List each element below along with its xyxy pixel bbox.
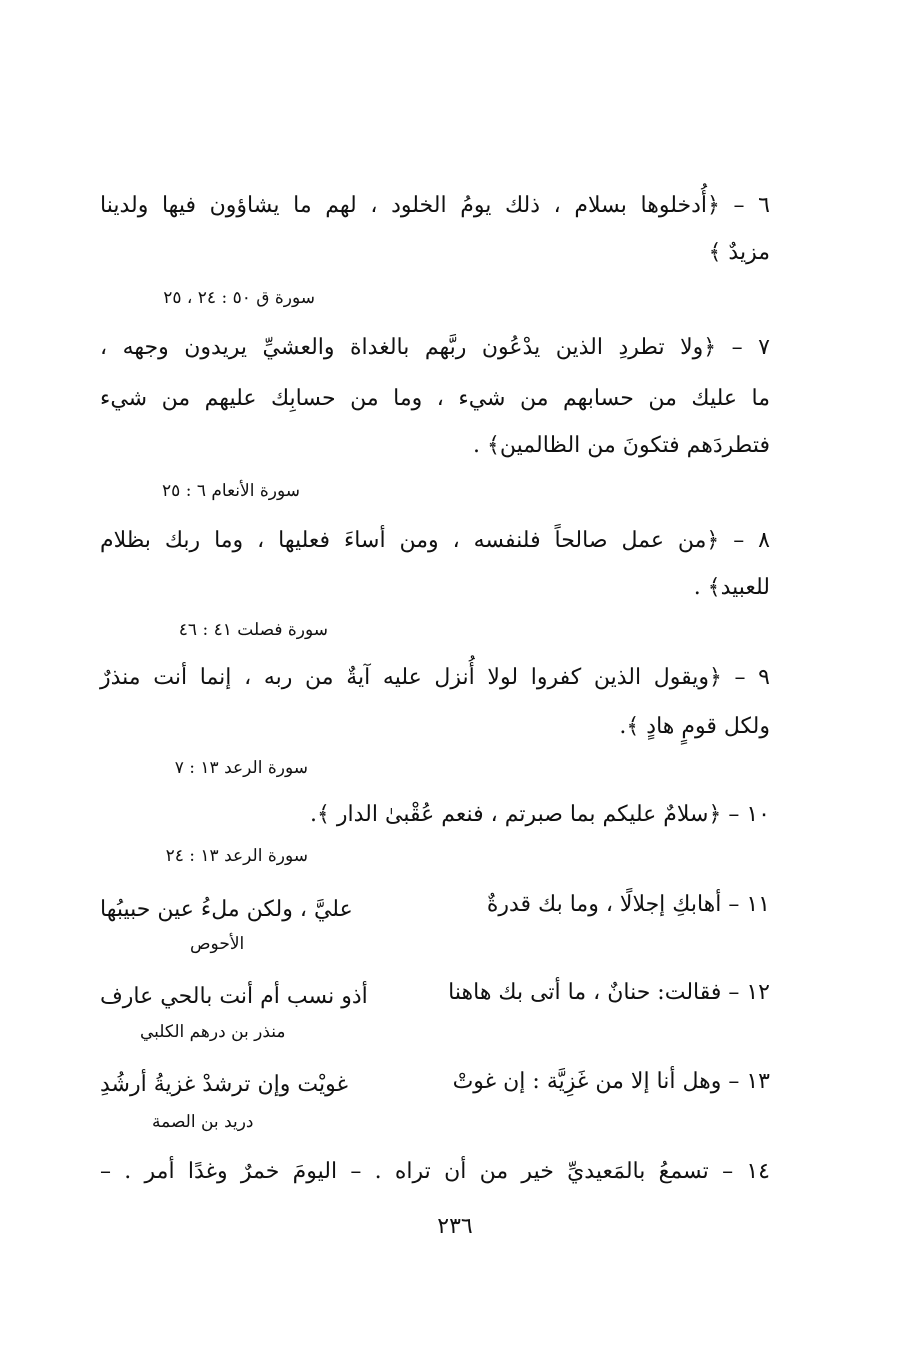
entry-7-line-3: فتطردَهم فتكونَ من الظالمين﴾ . xyxy=(473,433,770,458)
entry-11-first-hemistich: ١١ – أهابكِ إجلالًا ، وما بك قدرةٌ xyxy=(486,892,770,917)
entry-12-poet: منذر بن درهم الكلبي xyxy=(140,1022,286,1042)
entry-13-poet: دريد بن الصمة xyxy=(152,1112,254,1132)
entry-7-line-2: ما عليك من حسابهم من شيء ، وما من حسابِك عليهم من شيء xyxy=(100,386,770,411)
entry-9-line-1: ٩ – ﴿ويقول الذين كفروا لولا أُنزل عليه آيةٌ من ربه ، إنما أنت منذرٌ xyxy=(100,665,770,690)
entry-7-line-1: ٧ – ﴿ولا تطردِ الذين يدْعُون ربَّهم بالغداة والعشيِّ يريدون وجهه ، xyxy=(100,335,770,360)
entry-8-line-1: ٨ – ﴿من عمل صالحاً فلنفسه ، ومن أساءَ فعليها ، وما ربك بظلام xyxy=(100,528,770,553)
entry-10-reference: سورة الرعد ١٣ : ٢٤ xyxy=(165,846,308,866)
entry-6-line-2: مزيدٌ ﴾ xyxy=(708,240,770,265)
entry-6-reference: سورة ق ٥٠ : ٢٤ ، ٢٥ xyxy=(163,288,315,308)
entry-10-line-1: ١٠ – ﴿سلامٌ عليكم بما صبرتم ، فنعم عُقْبىٰ الدار ﴾. xyxy=(310,802,770,827)
entry-7-reference: سورة الأنعام ٦ : ٢٥ xyxy=(162,481,300,501)
entry-9-reference: سورة الرعد ١٣ : ٧ xyxy=(174,758,308,778)
entry-8-line-2: للعبيد﴾ . xyxy=(693,575,770,600)
entry-14-line-1: ١٤ – تسمعُ بالمَعيديِّ خير من أن تراه . – اليومَ خمرٌ وغدًا أمر . – xyxy=(100,1159,770,1184)
page-number: ٢٣٦ xyxy=(437,1214,473,1239)
entry-11-poet: الأحوص xyxy=(190,934,245,954)
entry-11-second-hemistich: عليَّ ، ولكن ملءُ عين حبيبُها xyxy=(100,897,353,922)
entry-12-second-hemistich: أذو نسب أم أنت بالحي عارف xyxy=(100,984,368,1009)
entry-13-first-hemistich: ١٣ – وهل أنا إلا من غَزِيَّة : إن غوتْ xyxy=(452,1069,770,1094)
entry-6-line-1: ٦ – ﴿أُدخلوها بسلام ، ذلك يومُ الخلود ، لهم ما يشاؤون فيها ولدينا xyxy=(100,193,770,218)
entry-12-first-hemistich: ١٢ – فقالت: حنانٌ ، ما أتى بك هاهنا xyxy=(448,980,770,1005)
entry-8-reference: سورة فصلت ٤١ : ٤٦ xyxy=(178,620,328,640)
entry-9-line-2: ولكل قومٍ هادٍ ﴾. xyxy=(619,714,770,739)
entry-13-second-hemistich: غويْت وإن ترشدْ غزيةُ أرشُدِ xyxy=(100,1072,348,1097)
